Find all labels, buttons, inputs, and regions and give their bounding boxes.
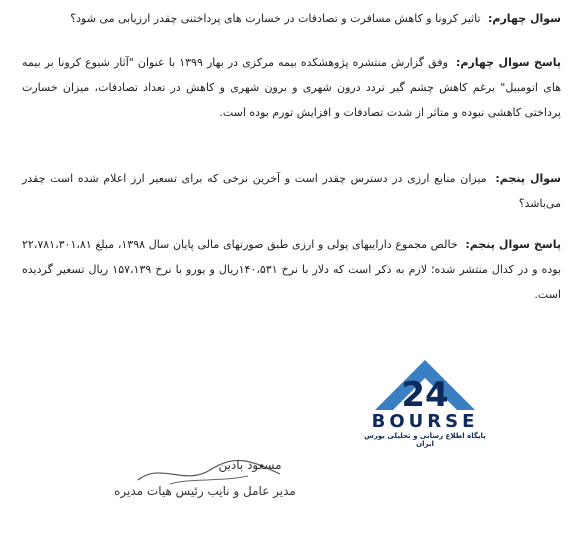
question-4-text: تاثیر کرونا و کاهش مسافرت و تصادفات در خسارت های پرداختنی چقدر ارزیابی می شود؟ bbox=[70, 12, 481, 25]
signatory-name: مسعود بادین bbox=[218, 458, 282, 472]
signatory-title: مدیر عامل و نایب رئیس هیات مدیره bbox=[114, 484, 296, 498]
question-5 bbox=[22, 166, 561, 216]
logo-emblem-icon bbox=[355, 358, 495, 414]
answer-5-label: پاسخ سوال پنجم: bbox=[465, 238, 561, 251]
answer-5-text: خالص مجموع داراییهای پولی و ارزی طبق صورتهای مالی پایان سال ۱۳۹۸، مبلغ ۲۲،۷۸۱،۳۰۱،۸۱ بوده و در کدال منتشر شده؛ لازم به ذکر است که دلار با نرخ ۱۴۰،۵۳۱ریال و یورو با نرخ ۱۵۷،۱۳۹ ریال تسعیر گردیده است. bbox=[22, 238, 561, 301]
logo-word: BOURSE bbox=[371, 411, 479, 432]
question-5-text: میزان منابع ارزی در دسترس چقدر است و آخرین نرخی که برای تسعیر ارز اعلام شده است چقدر می‌باشد؟ bbox=[22, 172, 561, 210]
question-4-label: سوال چهارم: bbox=[488, 12, 561, 25]
answer-4-label: پاسخ سوال چهارم: bbox=[456, 56, 562, 69]
answer-5 bbox=[22, 232, 561, 307]
question-4 bbox=[22, 6, 561, 31]
answer-4 bbox=[22, 50, 561, 125]
answer-4-text: وفق گزارش منتشره پژوهشکده بیمه مرکزی در بهار ۱۳۹۹ با عنوان "آثار شیوع کرونا بر بیمه های اتومبیل" برغم کاهش چشم گیر تردد درون شهری و برون شهری و کاهش در تعداد تصادفات، میزان خسارت پرداختی کاهشی نبوده و متاثر از شدت تصادفات و افزایش تورم بوده است. bbox=[22, 56, 561, 119]
bourse24-logo bbox=[355, 358, 495, 446]
question-5-label: سوال پنجم: bbox=[495, 172, 561, 185]
logo-tagline: پایگاه اطلاع رسانی و تحلیلی بورس ایران bbox=[364, 432, 486, 448]
logo-number: 24 bbox=[401, 375, 449, 414]
